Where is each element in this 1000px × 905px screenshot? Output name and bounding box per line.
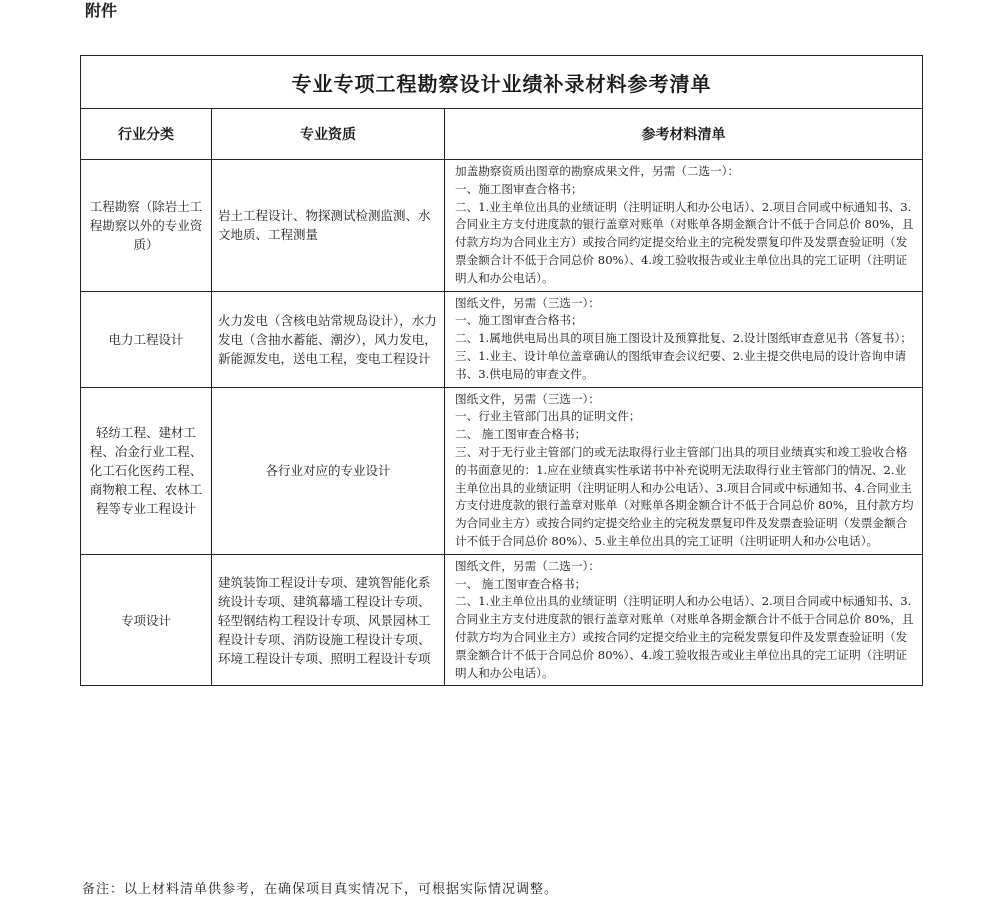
- header-category: 行业分类: [81, 109, 212, 160]
- material-line: 加盖勘察资质出图章的勘察成果文件，另需（二选一）：: [455, 164, 740, 178]
- table-title: 专业专项工程勘察设计业绩补录材料参考清单: [81, 56, 923, 109]
- row-qualification: 岩土工程设计、物探测试检测监测、水文地质、工程测量: [212, 160, 445, 292]
- row-category: 电力工程设计: [81, 291, 212, 387]
- material-line: 三、1.业主、设计单位盖章确认的图纸审查会议纪要、2.业主提交供电局的设计咨询申请书、3.供电局的审查文件。: [455, 348, 907, 381]
- material-line: 一、施工图审查合格书；: [455, 181, 583, 196]
- footnote: 备注：以上材料清单供参考，在确保项目真实情况下，可根据实际情况调整。: [82, 882, 559, 897]
- row-qualification: 建筑装饰工程设计专项、建筑智能化系统设计专项、建筑幕墙工程设计专项、轻型钢结构工程设计专项、风景园林工程设计专项、消防设施工程设计专项、环境工程设计专项、照明工程设计专项: [212, 554, 445, 686]
- row-materials: [445, 554, 923, 686]
- header-row: [81, 109, 923, 160]
- row-materials: [445, 387, 923, 554]
- table-row: [81, 160, 923, 292]
- row-materials: [445, 291, 923, 387]
- material-line: 二、1.业主单位出具的业绩证明（注明证明人和办公电话）、2.项目合同或中标通知书、3.合同业主方支付进度款的银行盖章对账单（对账单各期金额合计不低于合同总价 80%，且付款方均为合同业主方）或按合同约定提交给业主的完税发票复印件及发票查验证明（发票金额合计不低于合同总价 80%）、4.竣工验收报告或业主单位出具的完工证明（注明证明人和办公电话）。: [455, 199, 914, 285]
- header-materials: 参考材料清单: [445, 109, 923, 160]
- material-line: 一、行业主管部门出具的证明文件；: [455, 409, 641, 424]
- material-line: 图纸文件，另需（二选一）：: [455, 558, 600, 573]
- attachment-label: 附件: [85, 1, 118, 20]
- material-line: 一、 施工图审查合格书；: [455, 576, 587, 591]
- material-line: 二、 施工图审查合格书；: [455, 427, 587, 442]
- table-row: [81, 291, 923, 387]
- row-qualification: 火力发电（含核电站常规岛设计），水力发电（含抽水蓄能、潮汐），风力发电，新能源发电，送电工程，变电工程设计: [212, 291, 445, 387]
- material-line: 图纸文件，另需（三选一）：: [455, 391, 600, 406]
- row-materials: [445, 160, 923, 292]
- materials-table: [80, 55, 923, 686]
- table-row: [81, 387, 923, 554]
- material-line: 二、1.业主单位出具的业绩证明（注明证明人和办公电话）、2.项目合同或中标通知书、3.合同业主方支付进度款的银行盖章对账单（对账单各期金额合计不低于合同总价 80%，且付款方均为合同业主方）或按合同约定提交给业主的完税发票复印件及发票查验证明（发票金额合计不低于合同总价 80%）、4.竣工验收报告或业主单位出具的完工证明（注明证明人和办公电话）。: [455, 594, 914, 680]
- header-qualification: 专业资质: [212, 109, 445, 160]
- table-row: [81, 554, 923, 686]
- material-line: 图纸文件，另需（三选一）：: [455, 295, 600, 310]
- material-line: 三、对于无行业主管部门的或无法取得行业主管部门出具的项目业绩真实和竣工验收合格的书面意见的：1.应在业绩真实性承诺书中补充说明无法取得行业主管部门的情况、2.业主单位出具的业绩证明（注明证明人和办公电话）、3.项目合同或中标通知书、4.合同业主方支付进度款的银行盖章对账单（对账单各期金额合计不低于合同总价 80%，且付款方均为合同业主方）或按合同约定提交给业主的完税发票复印件及发票查验证明（发票金额合计不低于合同总价 80%）、5.业主单位出具的完工证明（注明证明人和办公电话）。: [455, 444, 914, 548]
- material-line: 一、施工图审查合格书；: [455, 313, 583, 328]
- row-qualification: 各行业对应的专业设计: [212, 387, 445, 554]
- title-row: [81, 56, 923, 109]
- row-category: 工程勘察（除岩土工程勘察以外的专业资质）: [81, 160, 212, 292]
- row-category: 专项设计: [81, 554, 212, 686]
- row-category: 轻纺工程、建材工程、冶金行业工程、化工石化医药工程、商物粮工程、农林工程等专业工程设计: [81, 387, 212, 554]
- material-line: 二、1.属地供电局出具的项目施工图设计及预算批复、2.设计图纸审查意见书（答复书）；: [455, 331, 912, 346]
